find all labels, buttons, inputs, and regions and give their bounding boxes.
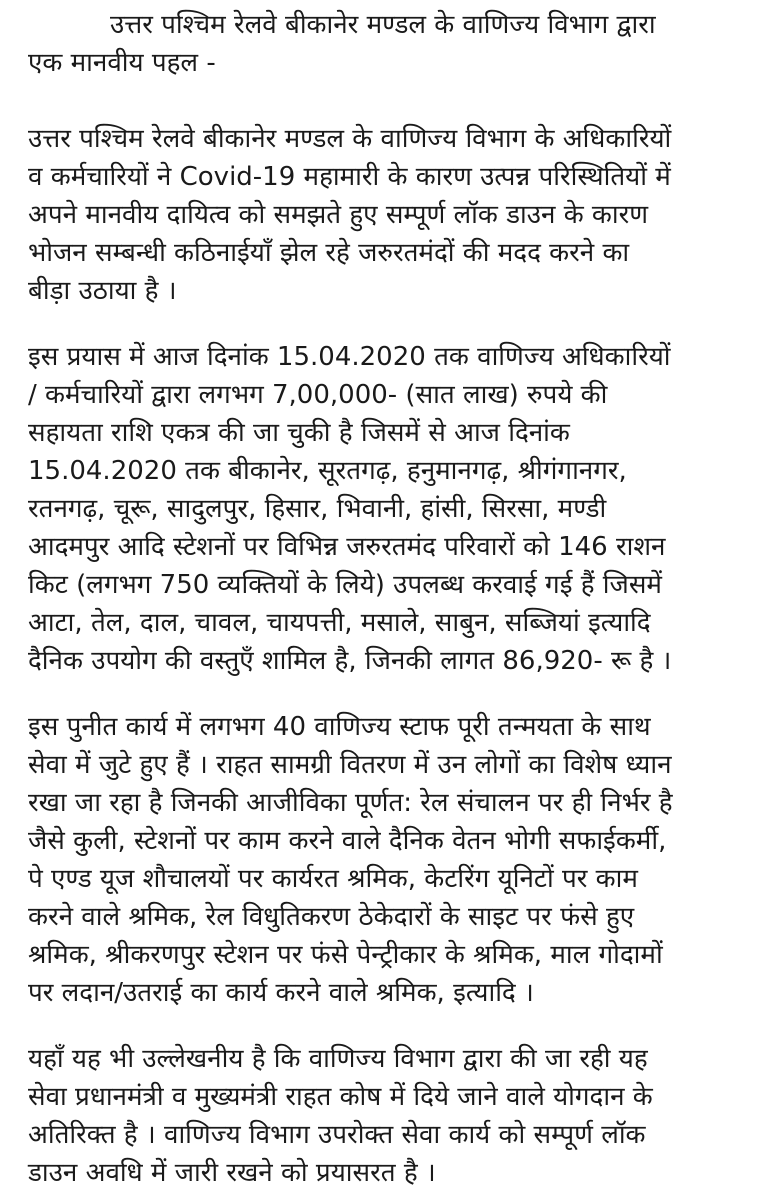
text-line: भोजन सम्बन्धी कठिनाईयाँ झेल रहे जरुरतमंदों की मदद करने का: [28, 238, 630, 268]
text-line: अपने मानवीय दायित्व को समझते हुए सम्पूर्ण लॉक डाउन के कारण: [28, 200, 649, 230]
document-title: [28, 6, 768, 82]
document-page: [28, 6, 768, 1192]
text-line: दैनिक उपयोग की वस्तुएँ शामिल है, जिनकी लागत 86,920- रू है ।: [28, 646, 672, 676]
text-line: रखा जा रहा है जिनकी आजीविका पूर्णत: रेल संचालन पर ही निर्भर है: [28, 788, 673, 818]
text-line: 15.04.2020 तक बीकानेर, सूरतगढ़, हनुमानगढ़, श्रीगंगानगर,: [28, 456, 627, 486]
paragraph-2: [28, 338, 768, 680]
paragraph-4: [28, 1040, 768, 1192]
text-line: पे एण्ड यूज शौचालयों पर कार्यरत श्रमिक, केटरिंग यूनिटों पर काम: [28, 864, 638, 894]
title-line: एक मानवीय पहल -: [28, 48, 216, 78]
text-line: सहायता राशि एकत्र की जा चुकी है जिसमें से आज दिनांक: [28, 418, 570, 448]
text-line: उत्तर पश्चिम रेलवे बीकानेर मण्डल के वाणिज्य विभाग के अधिकारियों: [28, 124, 672, 154]
paragraph-3: [28, 708, 768, 1012]
text-line: व कर्मचारियों ने Covid-19 महामारी के कारण उत्पन्न परिस्थितियों में: [28, 162, 671, 192]
text-line: आदमपुर आदि स्टेशनों पर विभिन्न जरुरतमंद परिवारों को 146 राशन: [28, 532, 666, 562]
text-line: रतनगढ़, चूरू, सादुलपुर, हिसार, भिवानी, हांसी, सिरसा, मण्डी: [28, 494, 607, 524]
text-line: सेवा में जुटे हुए हैं । राहत सामग्री वितरण में उन लोगों का विशेष ध्यान: [28, 750, 672, 780]
text-line: यहाँ यह भी उल्लेखनीय है कि वाणिज्य विभाग द्वारा की जा रही यह: [28, 1044, 648, 1074]
text-line: पर लदान/उतराई का कार्य करने वाले श्रमिक, इत्यादि ।: [28, 978, 534, 1008]
text-line: इस प्रयास में आज दिनांक 15.04.2020 तक वाणिज्य अधिकारियों: [28, 342, 671, 372]
text-line: डाउन अवधि में जारी रखने को प्रयासरत है ।: [28, 1158, 436, 1188]
text-line: / कर्मचारियों द्वारा लगभग 7,00,000- (सात लाख) रुपये की: [28, 380, 608, 410]
paragraph-1: [28, 120, 768, 310]
title-line: उत्तर पश्चिम रेलवे बीकानेर मण्डल के वाणिज्य विभाग द्वारा: [110, 10, 656, 40]
text-line: अतिरिक्त है । वाणिज्य विभाग उपरोक्त सेवा कार्य को सम्पूर्ण लॉक: [28, 1120, 646, 1150]
text-line: इस पुनीत कार्य में लगभग 40 वाणिज्य स्टाफ पूरी तन्मयता के साथ: [28, 712, 651, 742]
text-line: आटा, तेल, दाल, चावल, चायपत्ती, मसाले, साबुन, सब्जियां इत्यादि: [28, 608, 651, 638]
text-line: जैसे कुली, स्टेशनों पर काम करने वाले दैनिक वेतन भोगी सफाईकर्मी,: [28, 826, 667, 856]
text-line: किट (लगभग 750 व्यक्तियों के लिये) उपलब्ध करवाई गई हैं जिसमें: [28, 570, 662, 600]
text-line: करने वाले श्रमिक, रेल विधुतिकरण ठेकेदारों के साइट पर फंसे हुए: [28, 902, 635, 932]
text-line: बीड़ा उठाया है ।: [28, 276, 177, 306]
text-line: सेवा प्रधानमंत्री व मुख्यमंत्री राहत कोष में दिये जाने वाले योगदान के: [28, 1082, 653, 1112]
text-line: श्रमिक, श्रीकरणपुर स्टेशन पर फंसे पेन्ट्रीकार के श्रमिक, माल गोदामों: [28, 940, 663, 970]
